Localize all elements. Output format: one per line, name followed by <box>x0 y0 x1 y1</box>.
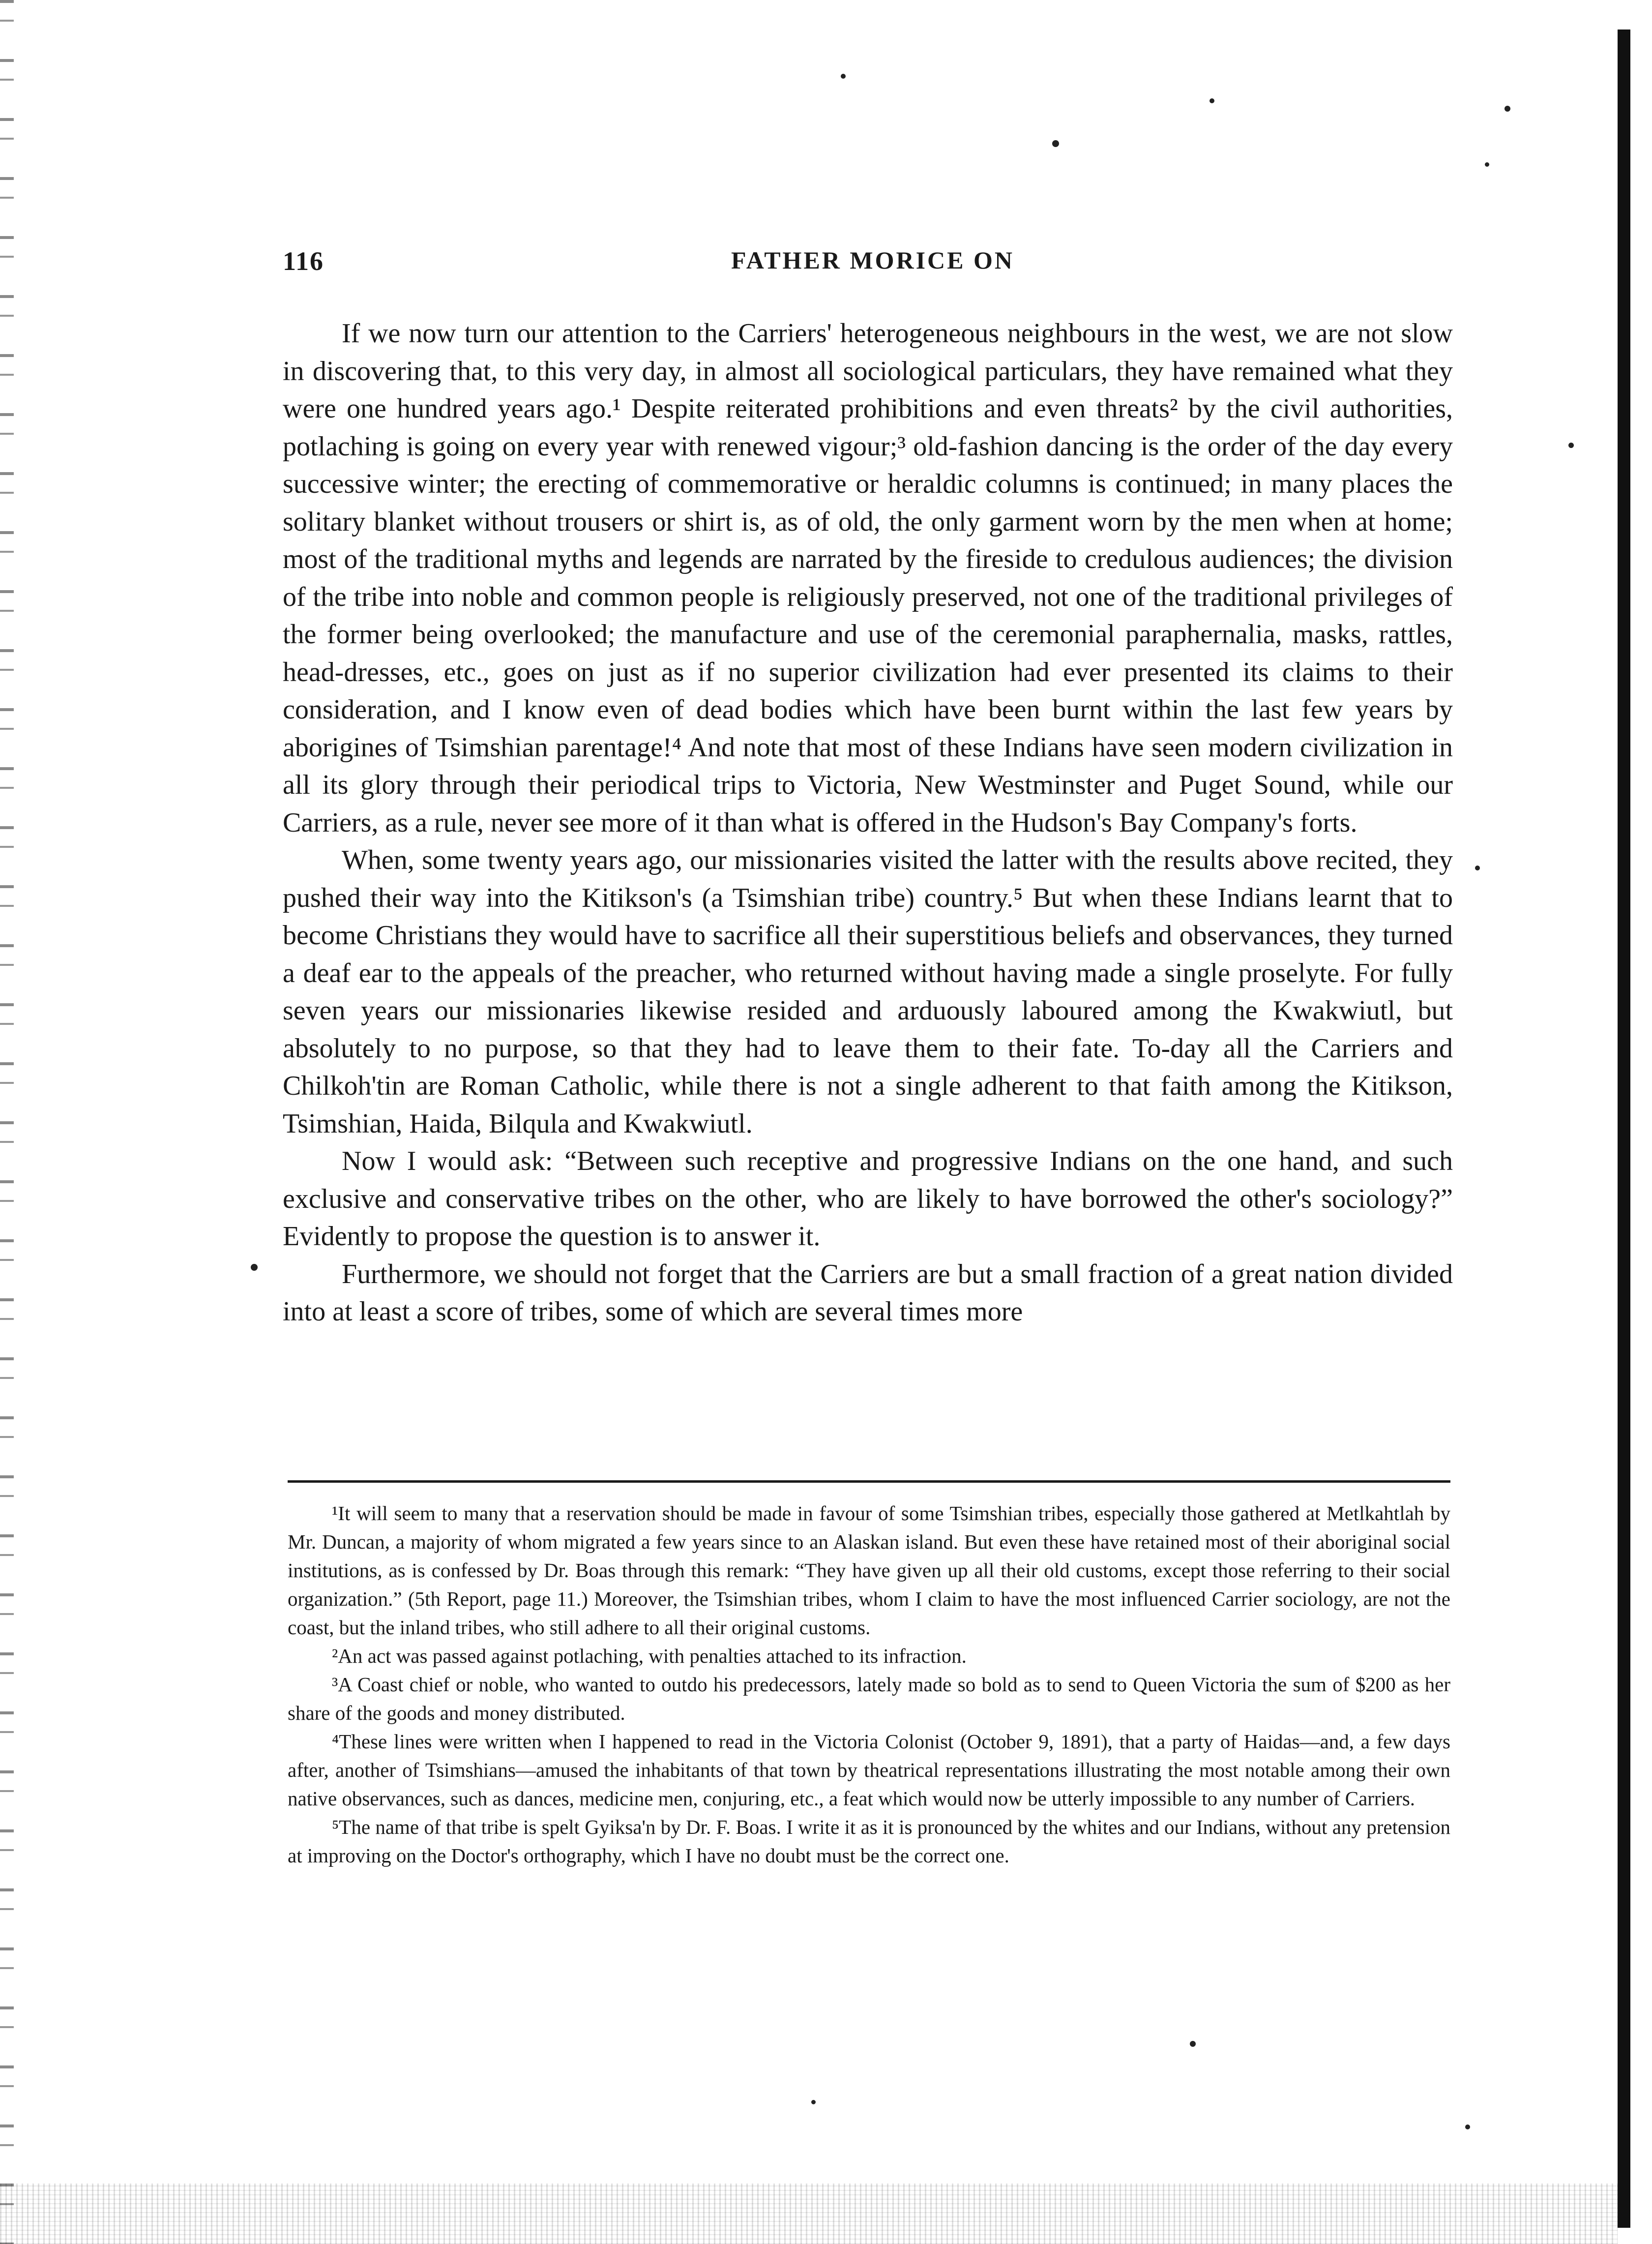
scan-speck <box>1190 2041 1196 2047</box>
scan-edge-right <box>1618 30 1630 2228</box>
footnote: ¹It will seem to many that a reservation should be made in favour of some Tsimshian tribes, especially those gathered at Metlkahtlah by Mr. Duncan, a majority of whom migrated a few years since to an Alaskan island. But even these have retained most of their aboriginal social institutions, as is confessed by Dr. Boas through this remark: “They have given up all their old customs, except those referring to their social organization.” (5th Report, page 11.) Moreover, the Tsimshian tribes, whom I claim to have the most influenced Carrier sociology, are not the coast, but the inland tribes, who still adhere to all their original customs. <box>288 1502 1450 1639</box>
scan-speck <box>1052 140 1059 147</box>
body-paragraph: When, some twenty years ago, our missionaries visited the latter with the results above recited, they pushed their way into the Kitikson's (a Tsimshian tribe) country.⁵ But when these Indians learnt that to become Christians they would have to sacrifice all their superstitious beliefs and observances, they turned a deaf ear to the appeals of the preacher, who returned without having made a single proselyte. For fully seven years our missionaries likewise resided and arduously laboured among the Kwakwiutl, but absolutely to no purpose, so that they had to leave them to their fate. To-day all the Carriers and Chilkoh'tin are Roman Catholic, while there is not a single adherent to that faith among the Kitikson, Tsimshian, Haida, Bilqula and Kwakwiutl. <box>283 845 1453 1139</box>
footnote: ⁴These lines were written when I happened to read in the Victoria Colonist (October 9, 1891), that a party of Haidas—and, a few days after, another of Tsimshians—amused the inhabitants of that town by theatrical representations illustrating the most notable among their own native observances, such as dances, medicine men, conjuring, etc., a feat which would now be utterly impossible to any number of Carriers. <box>288 1730 1450 1810</box>
body-paragraph: If we now turn our attention to the Carriers' heterogeneous neighbours in the west, we are not slow in discovering that, to this very day, in almost all sociological particulars, they have remained what they were one hundred years ago.¹ Despite reiterated prohibitions and even threats² by the civil authorities, potlaching is going on every year with renewed vigour;³ old-fashion dancing is the order of the day every successive winter; the erecting of commemorative or heraldic columns is continued; in many places the solitary blanket without trousers or shirt is, as of old, the only garment worn by the men when at home; most of the traditional myths and legends are narrated by the fireside to credulous audiences; the division of the tribe into noble and common people is religiously preserved, not one of the traditional privileges of the former being overlooked; the manufacture and use of the ceremonial paraphernalia, masks, rattles, head-dresses, etc., goes on just as if no superior civilization had ever presented its claims to their consideration, and I know even of dead bodies which have been burnt within the last few years by aborigines of Tsimshian parentage!⁴ And note that most of these Indians have seen modern civilization in all its glory through their periodical trips to Victoria, New Westminster and Puget Sound, while our Carriers, as a rule, never see more of it than what is offered in the Hudson's Bay Company's forts. <box>283 318 1453 838</box>
scan-speck <box>811 2100 816 2104</box>
scan-noise-bottom <box>0 2184 1618 2244</box>
scan-speck <box>841 74 846 79</box>
footnotes <box>288 1499 1450 1870</box>
scan-speck <box>1568 443 1574 448</box>
scan-speck <box>1485 162 1489 167</box>
body-paragraph: Now I would ask: “Between such receptive and progressive Indians on the one hand, and such exclusive and conservative tribes on the other, who are likely to have borrowed the other's sociology?” Evidently to propose the question is to answer it. <box>283 1146 1453 1252</box>
body-paragraph: Furthermore, we should not forget that the Carriers are but a small fraction of a great nation divided into at least a score of tribes, some of which are several times more <box>283 1258 1453 1327</box>
page-header <box>283 246 1463 280</box>
footnote: ⁵The name of that tribe is spelt Gyiksa'n by Dr. F. Boas. I write it as it is pronounced by the whites and our Indians, without any pretension at improving on the Doctor's orthography, which I have no doubt must be the correct one. <box>288 1816 1450 1867</box>
scan-speck <box>251 1264 258 1271</box>
scan-speck <box>1504 106 1510 112</box>
scan-edge-left <box>0 0 14 2244</box>
footnote: ³A Coast chief or noble, who wanted to outdo his predecessors, lately made so bold as to send to Queen Victoria the sum of $200 as her share of the goods and money distributed. <box>288 1673 1450 1724</box>
running-head: FATHER MORICE ON <box>731 246 1015 274</box>
scan-speck <box>1210 98 1214 103</box>
scan-speck <box>1465 2124 1470 2129</box>
footnote-rule <box>288 1480 1450 1483</box>
body-text <box>283 315 1453 1331</box>
page-number: 116 <box>283 246 324 276</box>
scan-speck <box>1475 866 1480 870</box>
footnote: ²An act was passed against potlaching, with penalties attached to its infraction. <box>332 1645 967 1667</box>
